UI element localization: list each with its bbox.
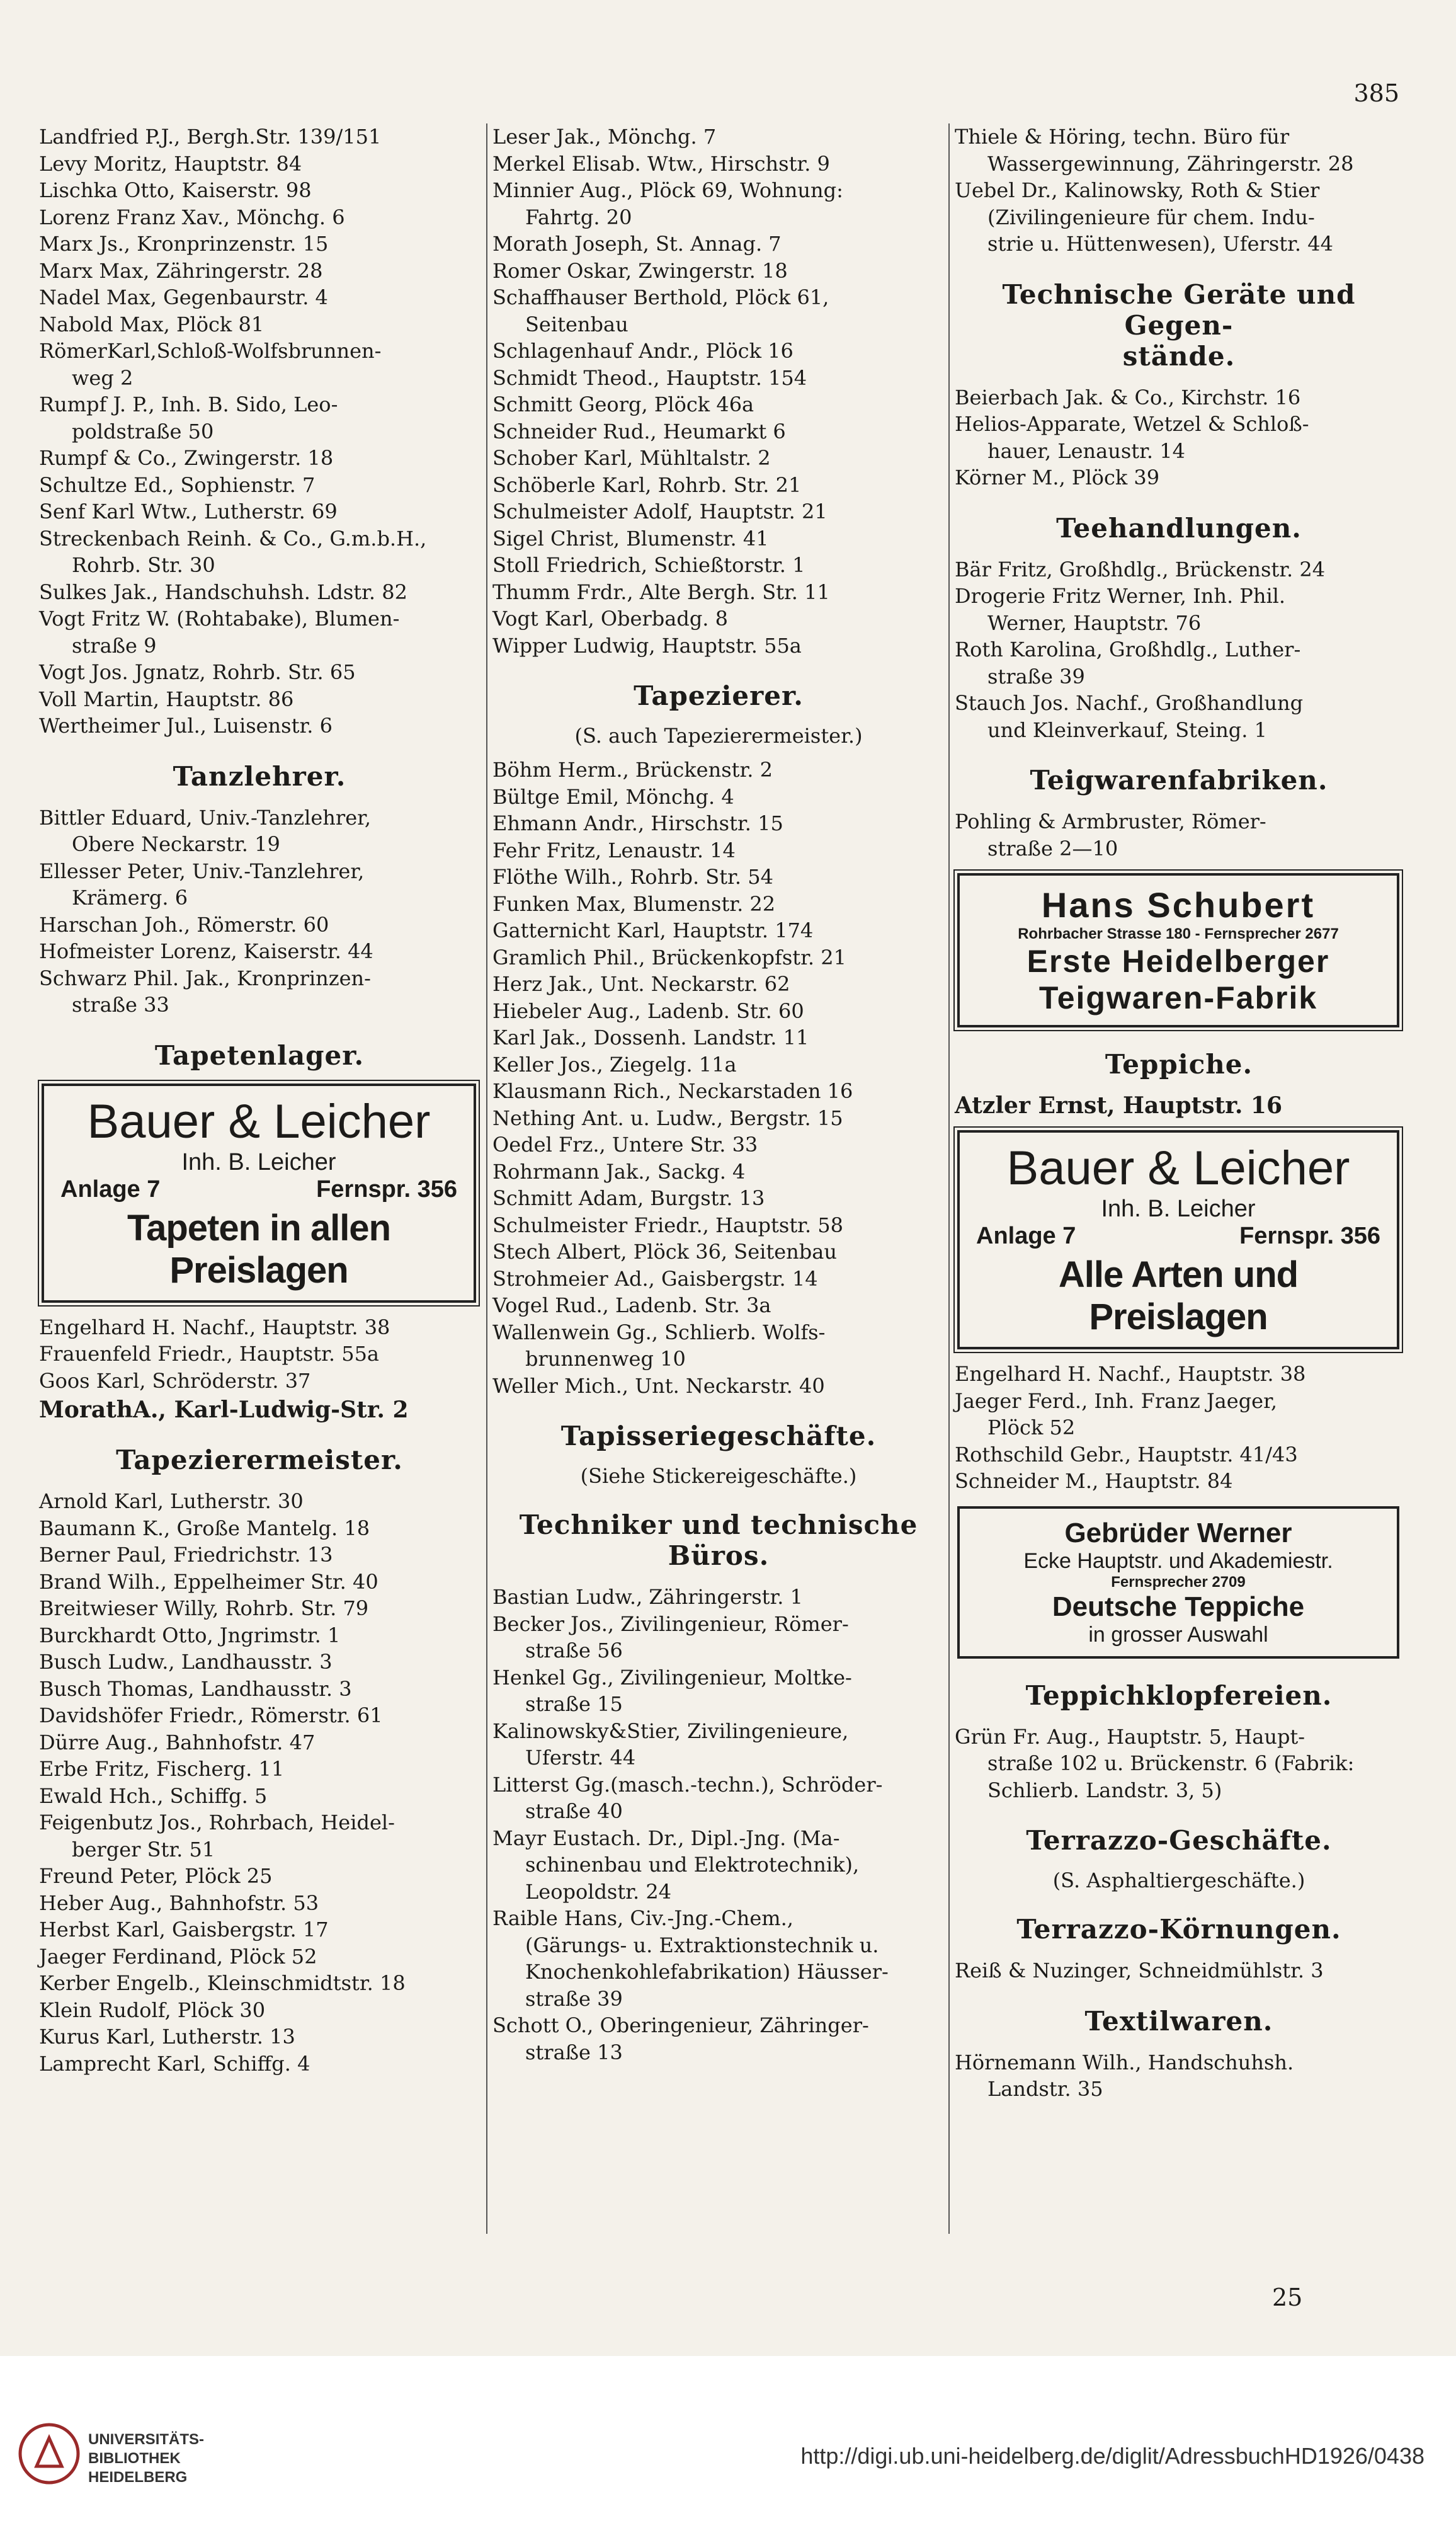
- directory-entry: RömerKarl,Schloß-Wolfsbrunnen- weg 2: [39, 339, 382, 390]
- ad-company-name: Bauer & Leicher: [87, 1094, 431, 1148]
- directory-entry: Litterst Gg.(masch.-techn.), Schröder- straße 40: [492, 1772, 883, 1823]
- bold-entry: Atzler Ernst, Hauptstr. 16: [955, 1092, 1283, 1119]
- directory-entry: Senf Karl Wtw., Lutherstr. 69: [39, 500, 338, 523]
- page-number: 385: [1353, 79, 1399, 107]
- column-2: [492, 123, 945, 2066]
- directory-entry: Herbst Karl, Gaisbergstr. 17: [39, 1918, 329, 1942]
- directory-entry: Reiß & Nuzinger, Schneidmühlstr. 3: [955, 1959, 1324, 1982]
- directory-entry: Gramlich Phil., Brückenkopfstr. 21: [492, 945, 846, 969]
- section-heading: Teppiche.: [1105, 1049, 1253, 1080]
- directory-entry: Berner Paul, Friedrichstr. 13: [39, 1543, 333, 1567]
- directory-entry: Raible Hans, Civ.-Jng.-Chem., (Gärungs- u. Extraktionstechnik u. Knochenkohlefabrikation) Häusser- straße 39: [492, 1906, 889, 2011]
- advertisement: [957, 1130, 1399, 1349]
- directory-entry: Morath Joseph, St. Annag. 7: [492, 232, 782, 256]
- directory-entry: Thumm Frdr., Alte Bergh. Str. 11: [492, 580, 830, 604]
- directory-entry: Heber Aug., Bahnhofstr. 53: [39, 1890, 319, 1915]
- ad-line: Teigwaren-Fabrik: [1038, 980, 1318, 1015]
- section-heading: Terrazzo-Körnungen.: [1016, 1914, 1341, 1945]
- directory-entry: Romer Oskar, Zwingerstr. 18: [492, 258, 788, 283]
- directory-entry: Dürre Aug., Bahnhofstr. 47: [39, 1730, 316, 1754]
- ad-slogan: Alle Arten und Preislagen: [1058, 1254, 1299, 1337]
- section-heading: Tapetenlager.: [154, 1039, 365, 1071]
- section-heading: Tapezierer.: [634, 680, 804, 711]
- directory-entry: Strohmeier Ad., Gaisbergstr. 14: [492, 1266, 818, 1291]
- directory-entry: Klausmann Rich., Neckarstaden 16: [492, 1079, 853, 1103]
- directory-entry: Nadel Max, Gegenbaurstr. 4: [39, 285, 328, 309]
- directory-entry: Henkel Gg., Zivilingenieur, Moltke- straße 15: [492, 1665, 852, 1716]
- directory-entry: Hofmeister Lorenz, Kaiserstr. 44: [39, 939, 373, 963]
- ad-owner: Inh. B. Leicher: [181, 1148, 336, 1175]
- directory-entry: Körner M., Plöck 39: [955, 466, 1160, 489]
- directory-entry: Nething Ant. u. Ludw., Bergstr. 15: [492, 1106, 843, 1130]
- directory-entry: Voll Martin, Hauptstr. 86: [39, 687, 294, 711]
- ad-phone: Fernspr. 356: [1239, 1223, 1380, 1249]
- directory-entry: Hörnemann Wilh., Handschuhsh. Landstr. 35: [955, 2050, 1294, 2101]
- cross-reference: (Siehe Stickereigeschäfte.): [580, 1464, 857, 1488]
- directory-entry: Thiele & Höring, techn. Büro für Wassergewinnung, Zähringerstr. 28: [955, 125, 1354, 176]
- directory-entry: Bittler Eduard, Univ.-Tanzlehrer, Obere Neckarstr. 19: [39, 805, 372, 856]
- directory-entry: Schober Karl, Mühltalstr. 2: [492, 446, 771, 470]
- university-seal-icon: [18, 2422, 81, 2485]
- advertisement: [42, 1084, 476, 1303]
- directory-entry: Davidshöfer Friedr., Römerstr. 61: [39, 1703, 383, 1727]
- directory-entry: Schaffhauser Berthold, Plöck 61, Seitenbau: [492, 285, 829, 336]
- directory-entry: Stech Albert, Plöck 36, Seitenbau: [492, 1240, 837, 1264]
- ad-company-name: Gebrüder Werner: [1064, 1517, 1292, 1548]
- directory-entry: Rumpf J. P., Inh. B. Sido, Leo- poldstraße 50: [39, 392, 338, 443]
- directory-entry: Schmitt Georg, Plöck 46a: [492, 392, 754, 416]
- directory-entry: Schulmeister Friedr., Hauptstr. 58: [492, 1213, 844, 1237]
- directory-entry: Gatternicht Karl, Hauptstr. 174: [492, 918, 814, 942]
- directory-entry: Bültge Emil, Mönchg. 4: [492, 784, 734, 809]
- ad-phone: Fernsprecher 2709: [1111, 1573, 1246, 1591]
- directory-entry: Lischka Otto, Kaiserstr. 98: [39, 178, 312, 202]
- column-divider: [486, 123, 487, 2234]
- directory-entry: Uebel Dr., Kalinowsky, Roth & Stier (Zivilingenieure für chem. Indu- strie u. Hüttenwesen), Uferstr. 44: [955, 178, 1333, 256]
- directory-entry: Busch Ludw., Landhausstr. 3: [39, 1650, 333, 1674]
- directory-entry: Nabold Max, Plöck 81: [39, 312, 264, 336]
- directory-entry: Marx Max, Zähringerstr. 28: [39, 258, 323, 283]
- directory-entry: Schlagenhauf Andr., Plöck 16: [492, 339, 793, 363]
- directory-entry: Schmidt Theod., Hauptstr. 154: [492, 365, 807, 390]
- directory-entry: Stoll Friedrich, Schießtorstr. 1: [492, 553, 805, 577]
- column-divider: [948, 123, 950, 2234]
- directory-entry: Schultze Ed., Sophienstr. 7: [39, 472, 316, 497]
- directory-entry: Wertheimer Jul., Luisenstr. 6: [39, 714, 333, 738]
- directory-entry: Frauenfeld Friedr., Hauptstr. 55a: [39, 1342, 379, 1366]
- directory-entry: Goos Karl, Schröderstr. 37: [39, 1368, 311, 1393]
- ad-company-name: Hans Schubert: [1041, 885, 1316, 925]
- ad-contact-row: [967, 1223, 1389, 1250]
- section-heading: Techniker und technische Büros.: [519, 1509, 918, 1571]
- directory-entry: Lamprecht Karl, Schiffg. 4: [39, 2051, 310, 2076]
- directory-entry: Funken Max, Blumenstr. 22: [492, 891, 776, 916]
- directory-entry: Sigel Christ, Blumenstr. 41: [492, 526, 769, 551]
- directory-entry: Engelhard H. Nachf., Hauptstr. 38: [955, 1362, 1306, 1386]
- directory-entry: Flöthe Wilh., Rohrb. Str. 54: [492, 865, 773, 889]
- directory-entry: Rothschild Gebr., Hauptstr. 41/43: [955, 1442, 1298, 1467]
- directory-entry: Harschan Joh., Römerstr. 60: [39, 912, 329, 937]
- bold-entry: MorathA., Karl-Ludwig-Str. 2: [39, 1397, 409, 1423]
- directory-entry: Hiebeler Aug., Ladenb. Str. 60: [492, 998, 804, 1023]
- directory-entry: Kalinowsky&Stier, Zivilingenieure, Uferstr. 44: [492, 1719, 849, 1770]
- directory-entry: Ehmann Andr., Hirschstr. 15: [492, 811, 783, 835]
- ad-phone: Fernspr. 356: [316, 1175, 457, 1203]
- directory-entry: Vogel Rud., Ladenb. Str. 3a: [492, 1293, 771, 1317]
- directory-entry: Leser Jak., Mönchg. 7: [492, 125, 717, 149]
- section-heading: Textilwaren.: [1084, 2005, 1273, 2037]
- directory-entry: Karl Jak., Dossenh. Landstr. 11: [492, 1026, 809, 1050]
- directory-entry: Helios-Apparate, Wetzel & Schloß- hauer, Lenaustr. 14: [955, 412, 1309, 463]
- directory-entry: Schmitt Adam, Burgstr. 13: [492, 1186, 765, 1210]
- directory-entry: Sulkes Jak., Handschuhsh. Ldstr. 82: [39, 580, 407, 604]
- ad-address: Ecke Hauptstr. und Akademiestr.: [1023, 1548, 1333, 1573]
- directory-entry: Landfried P.J., Bergh.Str. 139/151: [39, 125, 382, 149]
- directory-entry: Roth Karolina, Großhdlg., Luther- straße 39: [955, 638, 1301, 689]
- directory-entry: Schott O., Oberingenieur, Zähringer- straße 13: [492, 2013, 869, 2064]
- cross-reference: (S. Asphaltiergeschäfte.): [1052, 1868, 1305, 1892]
- directory-entry: Böhm Herm., Brückenstr. 2: [492, 758, 773, 782]
- directory-entry: Keller Jos., Ziegelg. 11a: [492, 1052, 737, 1077]
- directory-entry: Jaeger Ferd., Inh. Franz Jaeger, Plöck 52: [955, 1388, 1278, 1439]
- directory-entry: Wipper Ludwig, Hauptstr. 55a: [492, 633, 802, 658]
- directory-entry: Brand Wilh., Eppelheimer Str. 40: [39, 1569, 378, 1594]
- section-heading: Teppichklopfereien.: [1025, 1679, 1333, 1711]
- ad-contact-row: [52, 1176, 466, 1203]
- column-1: [39, 123, 480, 2077]
- ad-line: Deutsche Teppiche: [1052, 1591, 1305, 1622]
- source-url: http://digi.ub.uni-heidelberg.de/diglit/AdressbuchHD1926/0438: [800, 2443, 1425, 2469]
- library-name: UNIVERSITÄTS- BIBLIOTHEK HEIDELBERG: [88, 2431, 205, 2486]
- section-heading: Technische Geräte und Gegen- stände.: [1002, 278, 1356, 372]
- cross-reference: (S. auch Tapezierermeister.): [574, 724, 863, 748]
- directory-entry: Oedel Frz., Untere Str. 33: [492, 1133, 758, 1157]
- directory-entry: Kerber Engelb., Kleinschmidtstr. 18: [39, 1971, 406, 1995]
- directory-entry: Vogt Karl, Oberbadg. 8: [492, 607, 728, 631]
- ad-line: Erste Heidelberger: [1027, 944, 1330, 979]
- directory-entry: Becker Jos., Zivilingenieur, Römer- straße 56: [492, 1611, 849, 1662]
- directory-entry: Streckenbach Reinh. & Co., G.m.b.H., Rohrb. Str. 30: [39, 526, 427, 577]
- directory-entry: Busch Thomas, Landhausstr. 3: [39, 1676, 352, 1701]
- section-heading: Teehandlungen.: [1056, 512, 1302, 544]
- footer-number: 25: [1272, 2284, 1303, 2311]
- ad-owner: Inh. B. Leicher: [1101, 1196, 1256, 1222]
- footer-bar: [0, 2356, 1456, 2528]
- directory-entry: Pohling & Armbruster, Römer- straße 2—10: [955, 809, 1266, 861]
- directory-entry: Kurus Karl, Lutherstr. 13: [39, 2025, 295, 2049]
- directory-entry: Mayr Eustach. Dr., Dipl.-Jng. (Ma- schinenbau und Elektrotechnik), Leopoldstr. 24: [492, 1826, 860, 1904]
- section-heading: Tapezierermeister.: [116, 1444, 403, 1475]
- directory-entry: Feigenbutz Jos., Rohrbach, Heidel- berger Str. 51: [39, 1810, 395, 1862]
- directory-entry: Bär Fritz, Großhdlg., Brückenstr. 24: [955, 557, 1326, 581]
- directory-entry: Drogerie Fritz Werner, Inh. Phil. Werner, Hauptstr. 76: [955, 584, 1286, 635]
- ad-address: Anlage 7: [60, 1175, 161, 1203]
- advertisement: [957, 873, 1399, 1027]
- ad-company-name: Bauer & Leicher: [1006, 1141, 1350, 1195]
- directory-entry: Grün Fr. Aug., Hauptstr. 5, Haupt- straße 102 u. Brückenstr. 6 (Fabrik: Schlierb. Landstr. 3, 5): [955, 1724, 1355, 1802]
- directory-entry: Fehr Fritz, Lenaustr. 14: [492, 838, 736, 862]
- directory-entry: Schneider M., Hauptstr. 84: [955, 1469, 1233, 1493]
- directory-entry: Breitwieser Willy, Rohrb. Str. 79: [39, 1596, 369, 1620]
- directory-entry: Levy Moritz, Hauptstr. 84: [39, 151, 302, 176]
- directory-entry: Klein Rudolf, Plöck 30: [39, 1998, 266, 2022]
- directory-entry: Marx Js., Kronprinzenstr. 15: [39, 232, 329, 256]
- directory-entry: Weller Mich., Unt. Neckarstr. 40: [492, 1373, 825, 1398]
- directory-entry: Burckhardt Otto, Jngrimstr. 1: [39, 1623, 341, 1647]
- section-heading: Tanzlehrer.: [173, 760, 346, 792]
- directory-entry: Rumpf & Co., Zwingerstr. 18: [39, 446, 334, 470]
- directory-entry: Vogt Fritz W. (Rohtabake), Blumen- straße 9: [39, 607, 400, 658]
- directory-entry: Schneider Rud., Heumarkt 6: [492, 419, 786, 443]
- directory-entry: Wallenwein Gg., Schlierb. Wolfs- brunnenweg 10: [492, 1320, 826, 1371]
- directory-entry: Schwarz Phil. Jak., Kronprinzen- straße 33: [39, 966, 371, 1017]
- directory-entry: Vogt Jos. Jgnatz, Rohrb. Str. 65: [39, 660, 356, 684]
- directory-entry: Schöberle Karl, Rohrb. Str. 21: [492, 472, 802, 497]
- ad-address: Anlage 7: [976, 1223, 1076, 1249]
- directory-entry: Merkel Elisab. Wtw., Hirschstr. 9: [492, 151, 830, 176]
- directory-entry: Stauch Jos. Nachf., Großhandlung und Kleinverkauf, Steing. 1: [955, 691, 1304, 742]
- directory-entry: Ewald Hch., Schiffg. 5: [39, 1783, 268, 1808]
- section-heading: Tapisseriegeschäfte.: [560, 1421, 877, 1451]
- directory-entry: Freund Peter, Plöck 25: [39, 1864, 273, 1888]
- directory-entry: Jaeger Ferdinand, Plöck 52: [39, 1944, 317, 1969]
- section-heading: Teigwarenfabriken.: [1030, 765, 1328, 796]
- directory-entry: Beierbach Jak. & Co., Kirchstr. 16: [955, 385, 1301, 409]
- directory-entry: Erbe Fritz, Fischerg. 11: [39, 1757, 285, 1781]
- directory-entry: Bastian Ludw., Zähringerstr. 1: [492, 1585, 803, 1609]
- ad-slogan: Tapeten in allen Preislagen: [127, 1207, 390, 1291]
- section-heading: Terrazzo-Geschäfte.: [1026, 1825, 1332, 1856]
- directory-entry: Schulmeister Adolf, Hauptstr. 21: [492, 500, 828, 523]
- directory-entry: Baumann K., Große Mantelg. 18: [39, 1516, 370, 1540]
- directory-entry: Rohrmann Jak., Sackg. 4: [492, 1159, 746, 1184]
- directory-entry: Engelhard H. Nachf., Hauptstr. 38: [39, 1315, 390, 1339]
- directory-entry: Minnier Aug., Plöck 69, Wohnung: Fahrtg. 20: [492, 178, 843, 229]
- directory-entry: Ellesser Peter, Univ.-Tanzlehrer, Krämerg. 6: [39, 859, 365, 910]
- directory-entry: Lorenz Franz Xav., Mönchg. 6: [39, 205, 345, 229]
- ad-line: in grosser Auswahl: [1088, 1622, 1268, 1647]
- ad-address: Rohrbacher Strasse 180 - Fernsprecher 2677: [1018, 925, 1339, 942]
- directory-entry: Herz Jak., Unt. Neckarstr. 62: [492, 972, 790, 996]
- advertisement: [957, 1506, 1399, 1659]
- column-3: [955, 123, 1403, 2103]
- directory-entry: Arnold Karl, Lutherstr. 30: [39, 1489, 304, 1513]
